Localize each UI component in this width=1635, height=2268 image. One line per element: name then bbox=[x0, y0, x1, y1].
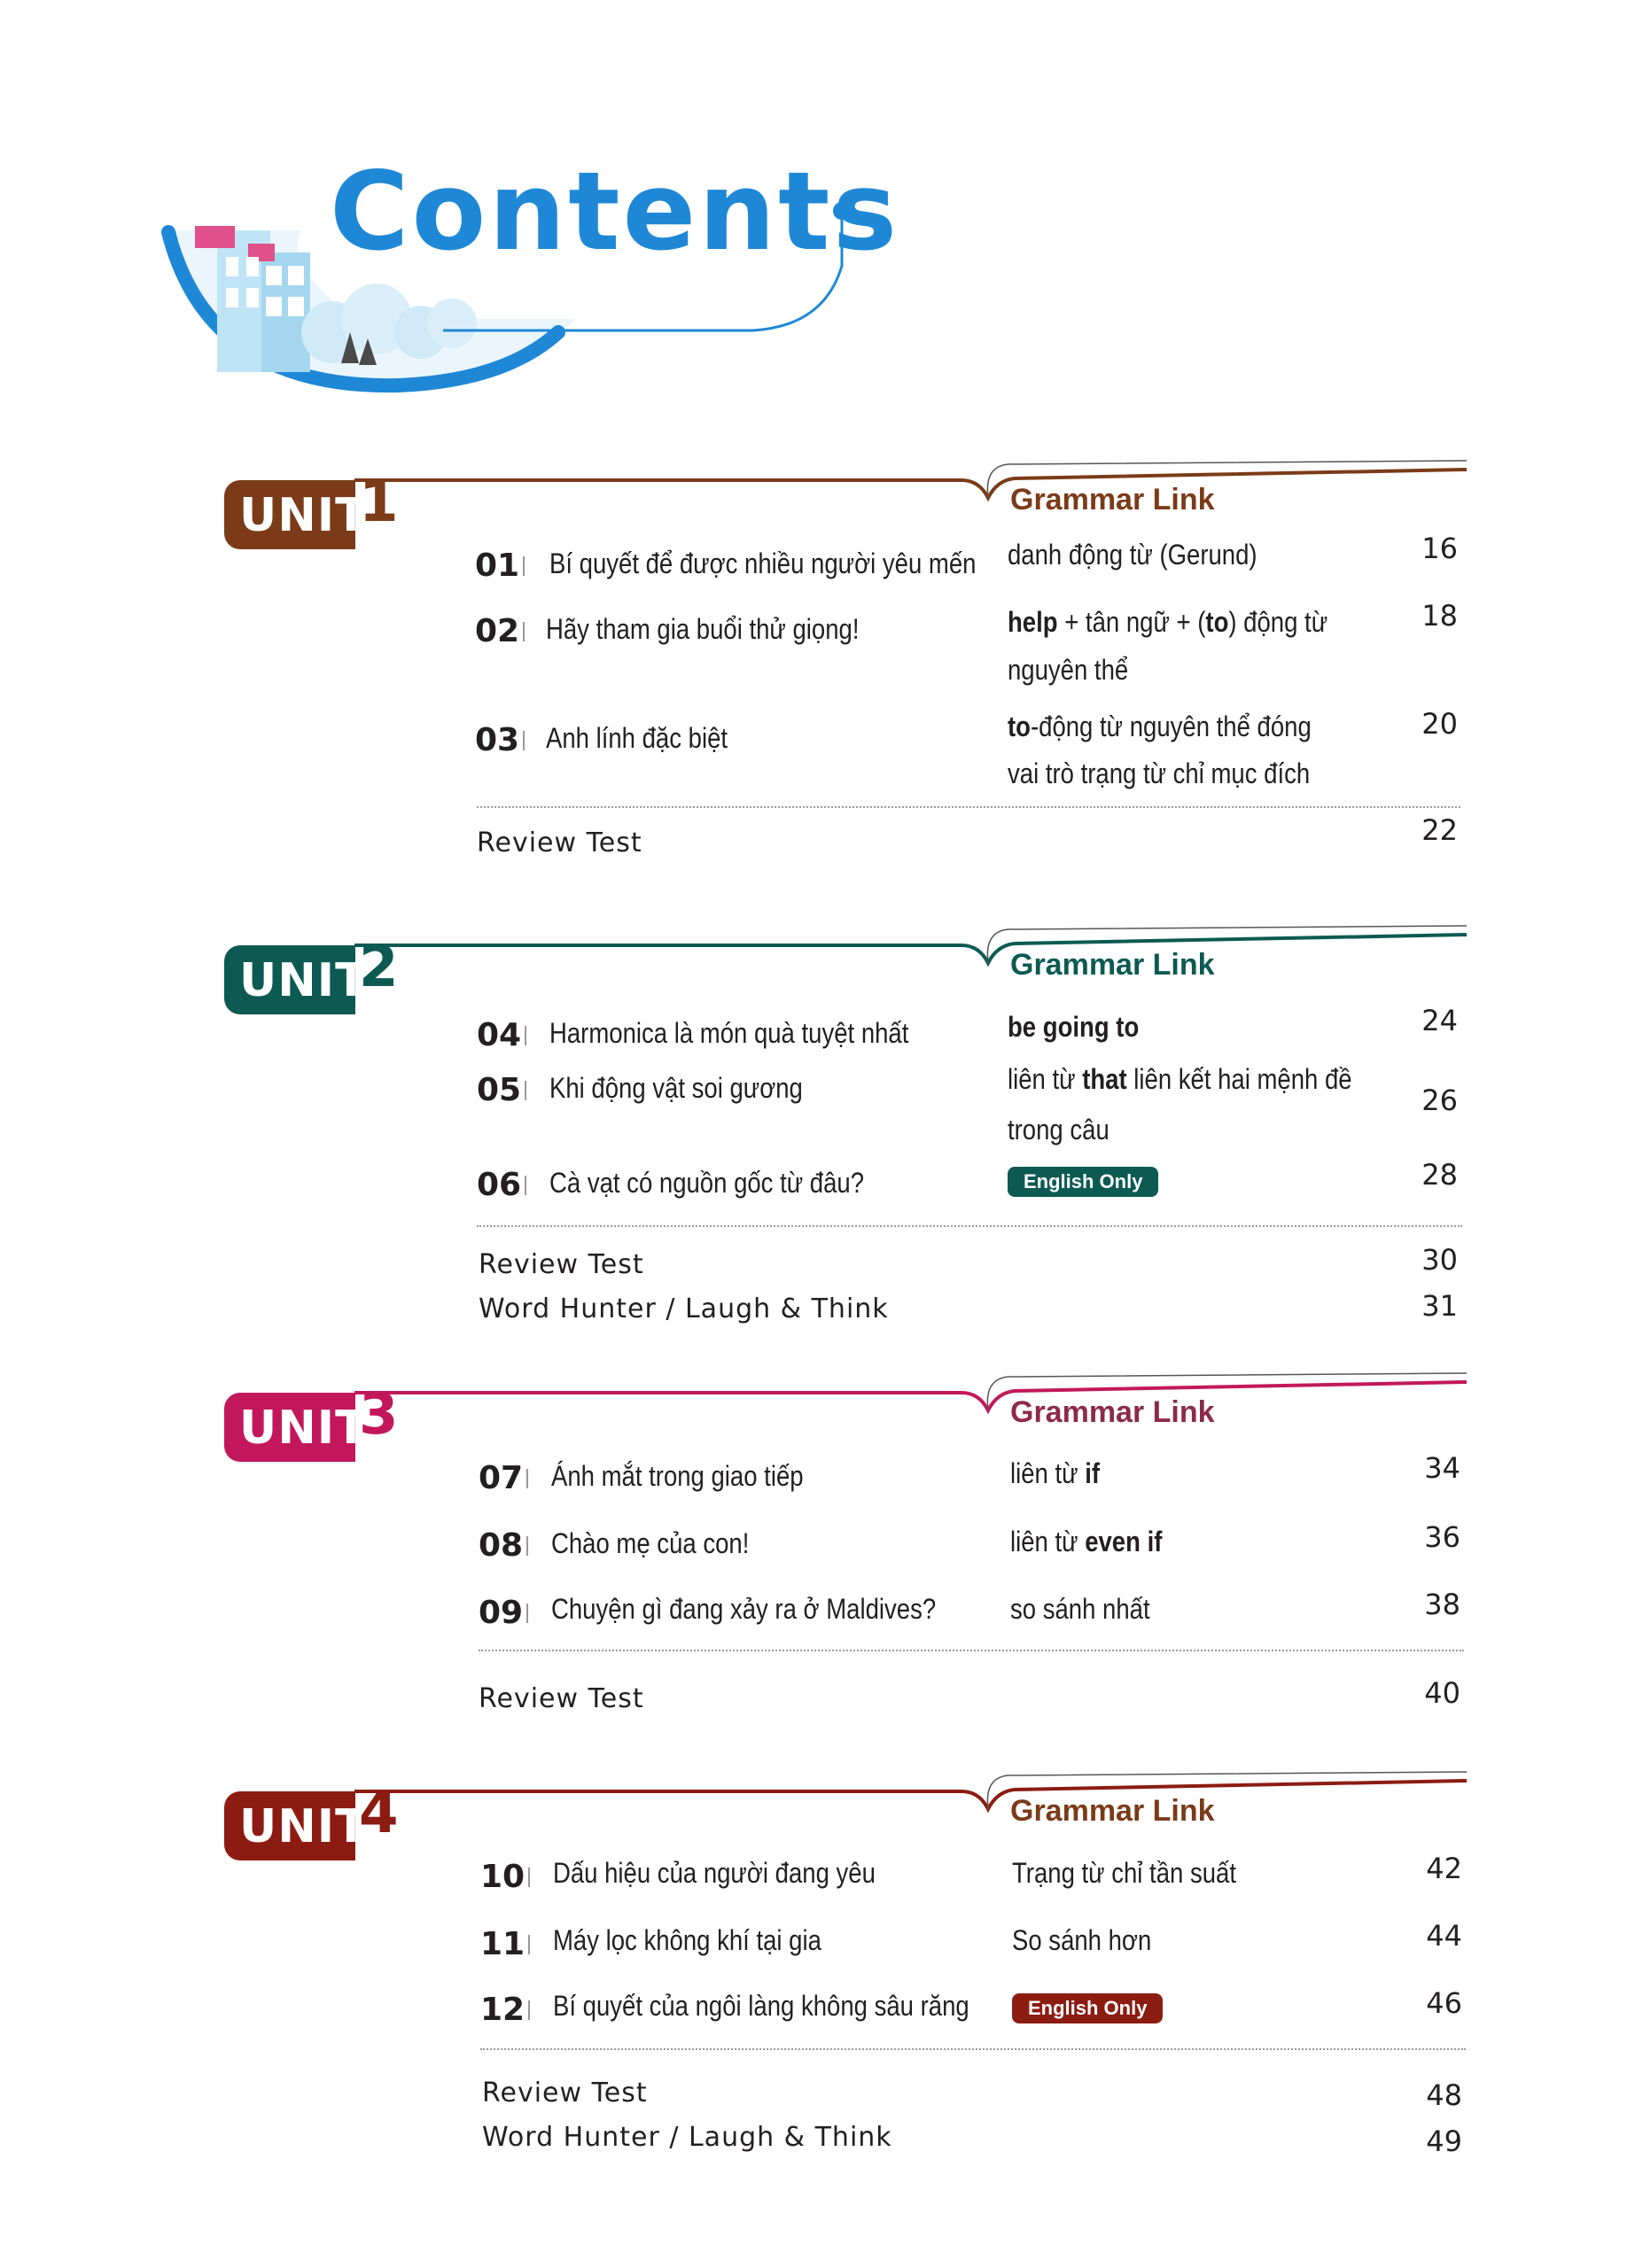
lesson-09-number: 09 bbox=[479, 1595, 524, 1631]
lesson-10-number: 10 bbox=[480, 1859, 526, 1895]
unit-3-review-test-page: 40 bbox=[1424, 1676, 1460, 1710]
unit-1-review-test[interactable]: Review Test bbox=[477, 827, 642, 858]
lesson-separator bbox=[528, 1935, 530, 1954]
lesson-02-grammar-line2: nguyên thể bbox=[1008, 654, 1129, 686]
lesson-separator bbox=[526, 1604, 528, 1623]
unit-2-number: 2 bbox=[359, 935, 399, 1000]
unit-4-number: 4 bbox=[359, 1781, 399, 1846]
lesson-separator bbox=[525, 1026, 526, 1045]
page-title: Contents bbox=[330, 149, 900, 275]
lesson-03-grammar-line2: vai trò trạng từ chỉ mục đích bbox=[1008, 757, 1311, 789]
unit-3-review-test[interactable]: Review Test bbox=[479, 1683, 644, 1714]
lesson-11-grammar: So sánh hơn bbox=[1012, 1924, 1152, 1956]
lesson-02-page: 18 bbox=[1421, 599, 1458, 633]
lesson-separator bbox=[525, 1176, 526, 1195]
lesson-09-page: 38 bbox=[1424, 1588, 1460, 1621]
lesson-separator bbox=[528, 1868, 530, 1887]
lesson-11-title[interactable]: Máy lọc không khí tại gia bbox=[553, 1924, 821, 1956]
unit-4-grammar-link-title: Grammar Link bbox=[1010, 1794, 1215, 1828]
unit-4-badge-label: UNIT bbox=[239, 1800, 368, 1853]
lesson-01-grammar: danh động từ (Gerund) bbox=[1008, 539, 1257, 571]
lesson-03-page: 20 bbox=[1421, 707, 1458, 741]
lesson-12-page: 46 bbox=[1426, 1986, 1462, 2020]
unit-4-word-hunter[interactable]: Word Hunter / Laugh & Think bbox=[482, 2122, 892, 2153]
unit-3-number: 3 bbox=[359, 1382, 399, 1448]
lesson-07-page: 34 bbox=[1424, 1451, 1460, 1485]
lesson-07-grammar: liên từ if bbox=[1010, 1457, 1101, 1489]
lesson-04-grammar: be going to bbox=[1008, 1011, 1140, 1043]
unit-1-review-test-page: 22 bbox=[1421, 813, 1458, 847]
lesson-08-title[interactable]: Chào mẹ của con! bbox=[551, 1527, 750, 1559]
lesson-12-english-only-badge: English Only bbox=[1012, 1993, 1163, 2023]
lesson-05-title[interactable]: Khi động vật soi gương bbox=[549, 1072, 803, 1104]
unit-2-grammar-link-title: Grammar Link bbox=[1010, 948, 1215, 982]
lesson-08-number: 08 bbox=[479, 1527, 524, 1564]
lesson-02-number: 02 bbox=[475, 613, 520, 649]
lesson-03-number: 03 bbox=[475, 722, 520, 758]
unit-3-grammar-link-title: Grammar Link bbox=[1010, 1395, 1215, 1429]
lesson-12-number: 12 bbox=[480, 1992, 526, 2028]
unit-4-word-hunter-page: 49 bbox=[1426, 2124, 1462, 2158]
unit-2-review-test[interactable]: Review Test bbox=[479, 1249, 644, 1280]
unit-4-review-test-page: 48 bbox=[1426, 2078, 1462, 2112]
lesson-08-grammar: liên từ even if bbox=[1010, 1526, 1163, 1557]
unit-2-badge-label: UNIT bbox=[239, 954, 368, 1007]
lesson-06-page: 28 bbox=[1421, 1158, 1458, 1192]
section-divider bbox=[477, 1225, 1462, 1227]
lesson-separator bbox=[523, 556, 525, 576]
unit-1-grammar-link-title: Grammar Link bbox=[1010, 483, 1215, 517]
section-divider bbox=[480, 2048, 1466, 2050]
unit-4-review-test[interactable]: Review Test bbox=[482, 2078, 648, 2109]
lesson-02-title[interactable]: Hãy tham gia buổi thử giọng! bbox=[546, 613, 860, 645]
lesson-01-title[interactable]: Bí quyết để được nhiều người yêu mến bbox=[549, 548, 977, 579]
lesson-11-page: 44 bbox=[1426, 1919, 1462, 1953]
lesson-06-number: 06 bbox=[477, 1167, 522, 1203]
lesson-01-page: 16 bbox=[1421, 532, 1458, 565]
lesson-11-number: 11 bbox=[480, 1926, 526, 1962]
lesson-07-title[interactable]: Ánh mắt trong giao tiếp bbox=[551, 1460, 804, 1492]
unit-3-badge-label: UNIT bbox=[239, 1402, 368, 1455]
unit-2-section bbox=[0, 908, 1635, 1351]
lesson-08-page: 36 bbox=[1424, 1520, 1460, 1554]
lesson-07-number: 07 bbox=[479, 1460, 524, 1496]
lesson-02-grammar: help + tân ngữ + (to) động từ bbox=[1008, 606, 1328, 638]
unit-3-section bbox=[0, 1355, 1635, 1763]
lesson-separator bbox=[526, 1536, 528, 1556]
lesson-10-page: 42 bbox=[1426, 1852, 1462, 1885]
lesson-03-title[interactable]: Anh lính đặc biệt bbox=[546, 722, 728, 754]
lesson-12-title[interactable]: Bí quyết của ngôi làng không sâu răng bbox=[553, 1990, 969, 2022]
section-divider bbox=[479, 1650, 1464, 1651]
unit-4-section bbox=[0, 1754, 1635, 2197]
lesson-separator bbox=[523, 622, 525, 641]
lesson-separator bbox=[523, 731, 525, 750]
lesson-06-title[interactable]: Cà vạt có nguồn gốc từ đâu? bbox=[549, 1167, 865, 1199]
unit-1-number: 1 bbox=[359, 470, 399, 535]
lesson-05-page: 26 bbox=[1421, 1084, 1458, 1117]
lesson-04-title[interactable]: Harmonica là món quà tuyệt nhất bbox=[549, 1017, 909, 1049]
unit-2-word-hunter-page: 31 bbox=[1421, 1289, 1458, 1323]
lesson-03-grammar: to-động từ nguyên thể đóng bbox=[1008, 711, 1312, 742]
unit-1-section bbox=[0, 443, 1635, 868]
lesson-09-title[interactable]: Chuyện gì đang xảy ra ở Maldives? bbox=[551, 1593, 937, 1625]
unit-2-review-test-page: 30 bbox=[1421, 1243, 1458, 1277]
lesson-10-grammar: Trạng từ chỉ tần suất bbox=[1012, 1857, 1236, 1889]
lesson-separator bbox=[525, 1081, 526, 1100]
lesson-06-english-only-badge: English Only bbox=[1008, 1167, 1158, 1197]
lesson-separator bbox=[528, 2000, 530, 2020]
section-divider bbox=[477, 806, 1460, 808]
lesson-separator bbox=[526, 1469, 528, 1488]
lesson-10-title[interactable]: Dấu hiệu của người đang yêu bbox=[553, 1857, 876, 1889]
unit-2-word-hunter[interactable]: Word Hunter / Laugh & Think bbox=[479, 1293, 889, 1324]
lesson-04-page: 24 bbox=[1421, 1004, 1458, 1037]
lesson-05-number: 05 bbox=[477, 1072, 522, 1108]
lesson-05-grammar-line2: trong câu bbox=[1008, 1114, 1109, 1146]
lesson-04-number: 04 bbox=[477, 1017, 522, 1053]
lesson-09-grammar: so sánh nhất bbox=[1010, 1593, 1150, 1625]
lesson-01-number: 01 bbox=[475, 548, 520, 584]
unit-1-badge-label: UNIT bbox=[239, 489, 368, 542]
lesson-05-grammar: liên từ that liên kết hai mệnh đề bbox=[1008, 1063, 1352, 1095]
